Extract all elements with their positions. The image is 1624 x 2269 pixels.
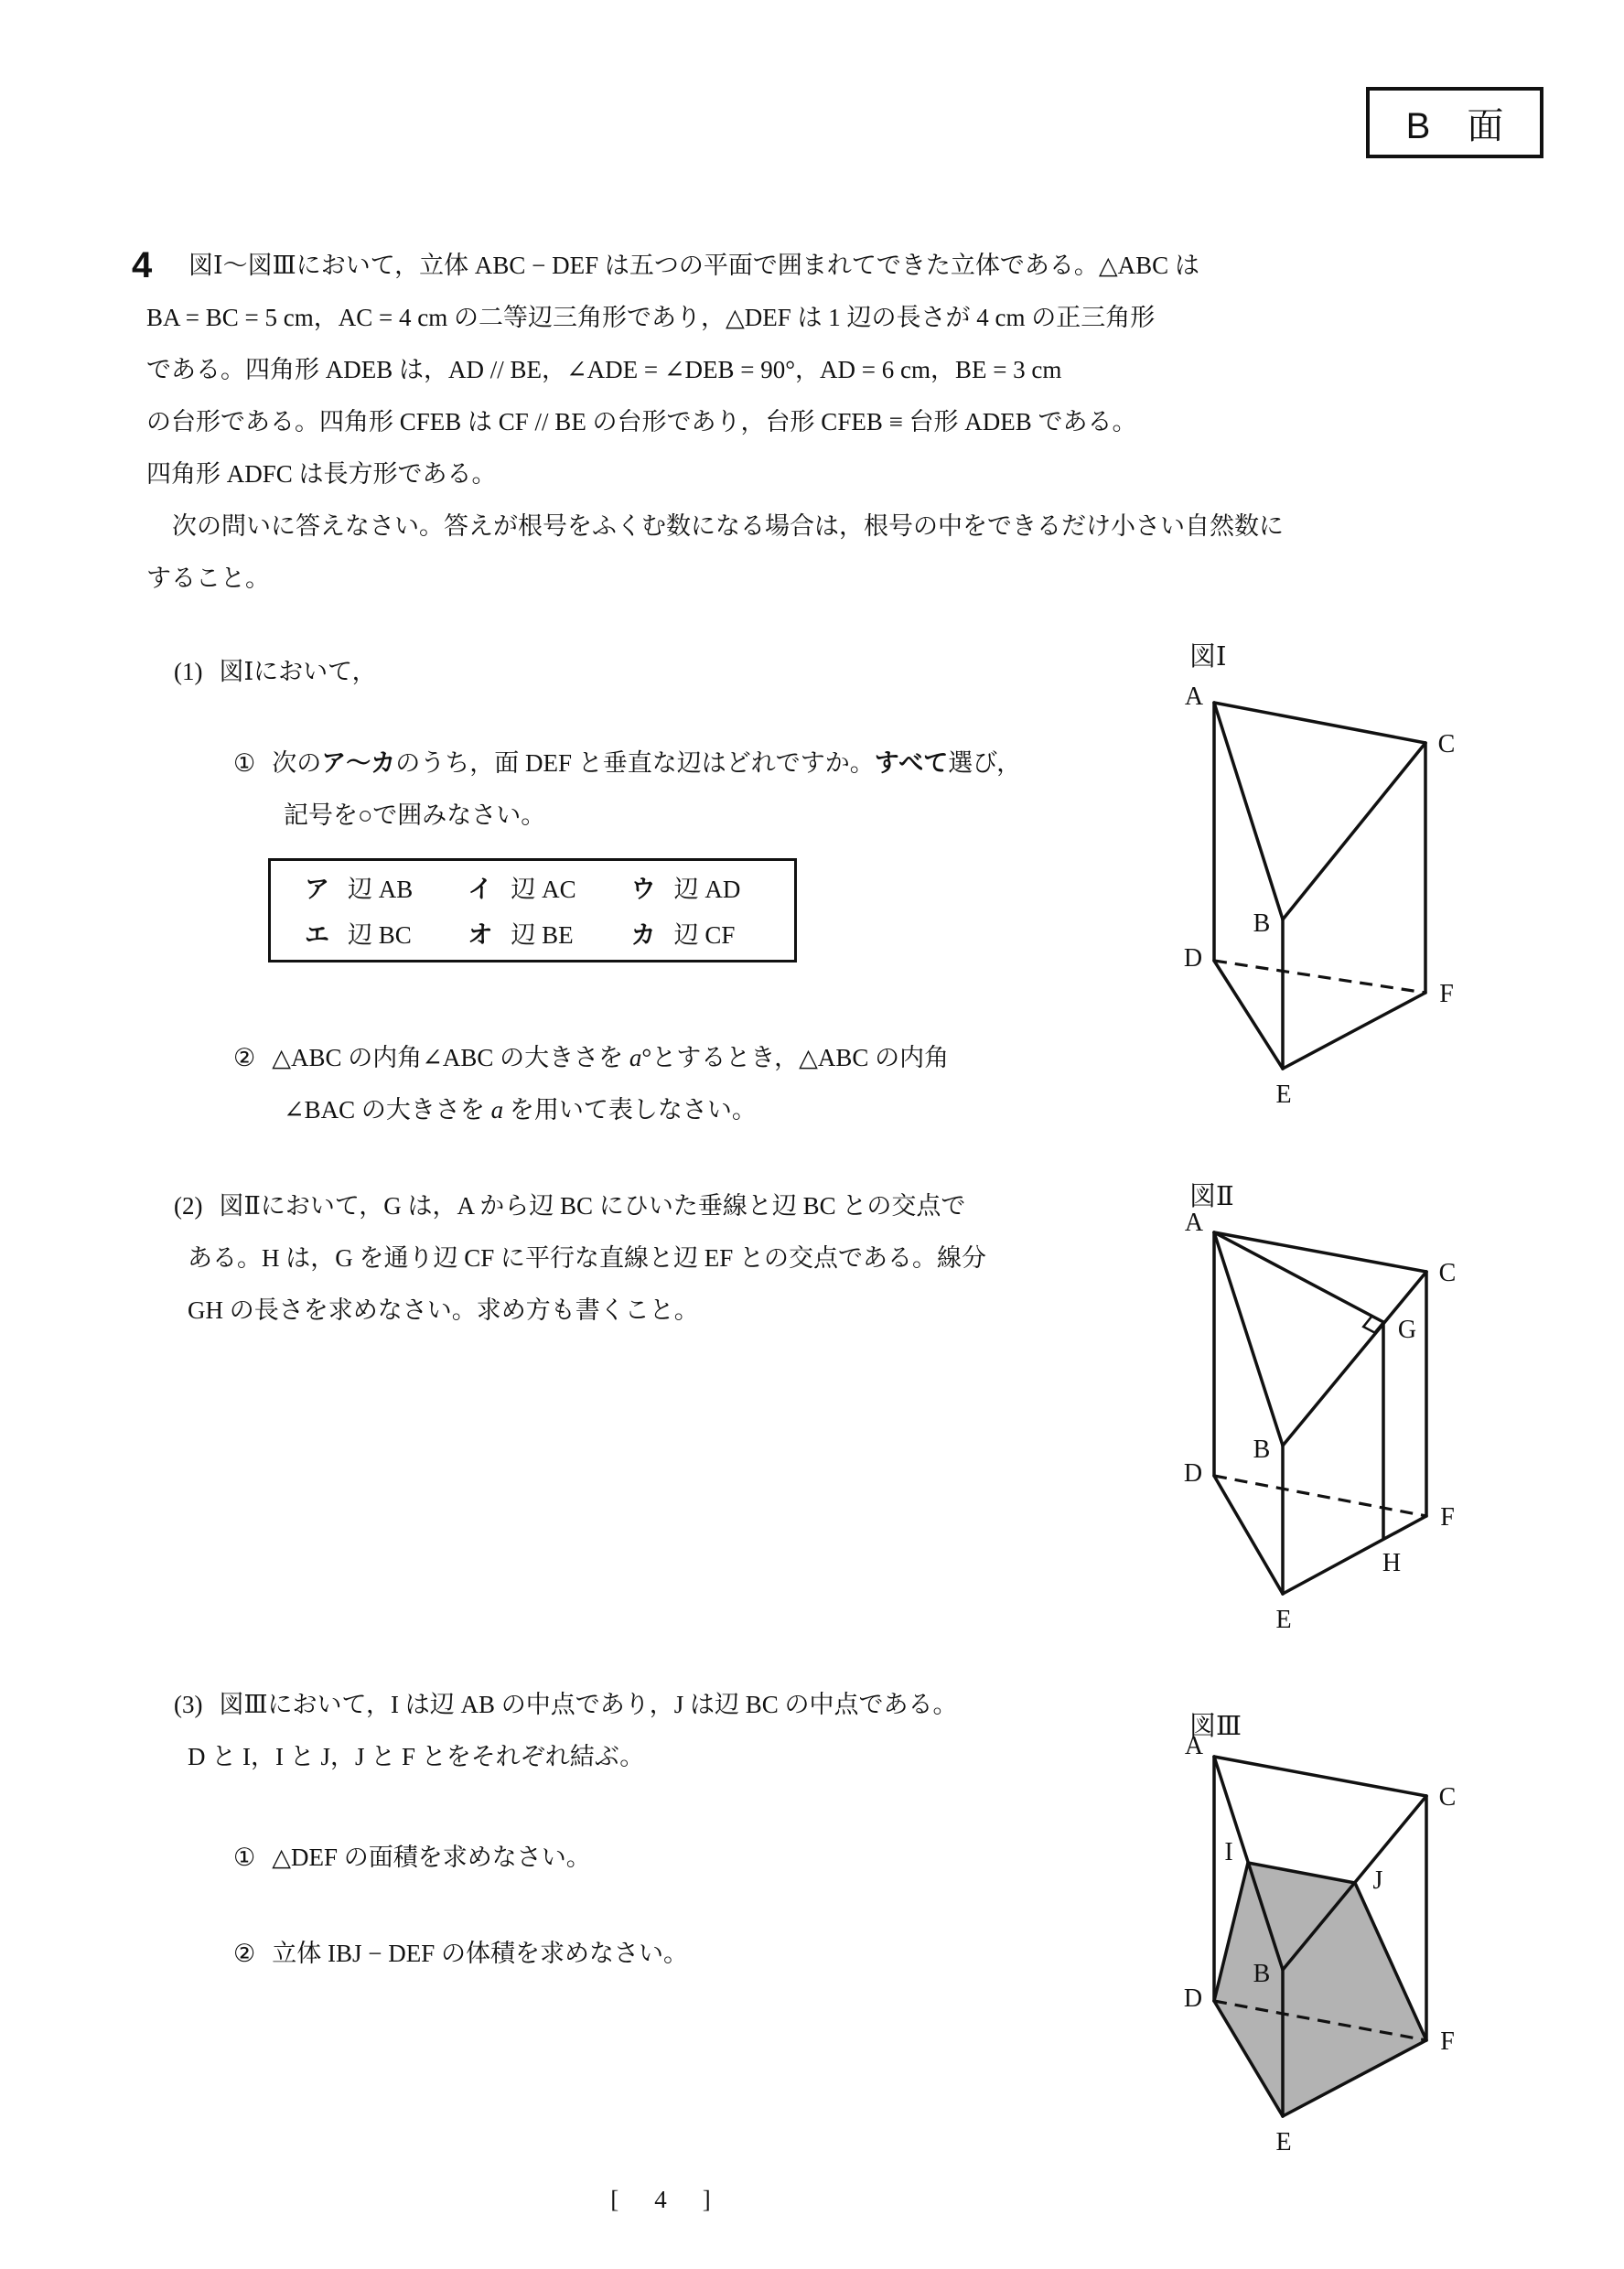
q1-item2-text: とするとき，△ABC の内角 [651, 1044, 950, 1071]
q3-block [174, 1679, 958, 1783]
q2-line1 [174, 1180, 986, 1232]
q2-label: (2) [174, 1192, 203, 1220]
fig3-vertex-label-F: F [1440, 2027, 1455, 2056]
math-var-a: a [629, 1044, 642, 1071]
q1-item2-text: ∠BAC の大きさを [284, 1096, 491, 1124]
side-label-box [1366, 87, 1543, 158]
fig3-vertex-label-C: C [1438, 1783, 1457, 1812]
option-e [305, 912, 468, 958]
fig1-vertex-label-B: B [1253, 909, 1271, 938]
fig3-vertex-label-B: B [1253, 1960, 1271, 1988]
q1-item1-bold-range: ア～カ [321, 749, 396, 777]
fig2-edge-DE [1214, 1476, 1283, 1594]
fig1-edge-DF-dashed [1214, 961, 1425, 993]
fig3-shaded-region [1214, 1863, 1426, 2116]
q1-item2-line2 [284, 1090, 757, 1131]
intro-line: の台形である。四角形 CFEB は CF // BE の台形であり，台形 CFEB ≡ 台形 ADEB である。 [146, 408, 1137, 436]
fig3-point-label-J: J [1372, 1866, 1383, 1895]
problem-intro [146, 240, 1519, 605]
q3-item1-text: △DEF の面積を求めなさい。 [272, 1844, 591, 1871]
fig3-vertex-label-A: A [1184, 1732, 1204, 1760]
fig2-title: 図Ⅱ [1189, 1182, 1234, 1211]
fig1-edge-AC [1214, 703, 1425, 743]
q1-item2-line1 [233, 1038, 949, 1079]
option-ka [631, 912, 794, 958]
fig2-point-label-G: G [1397, 1316, 1417, 1344]
fig1-title: 図Ⅰ [1189, 642, 1227, 672]
option-ka-key: カ [630, 921, 656, 949]
side-label: B 面 [1405, 105, 1504, 146]
option-a-label: 辺 AB [348, 876, 414, 903]
q2-block [174, 1180, 986, 1337]
option-u-label: 辺 AD [673, 876, 741, 903]
fig2-edge-DF-dashed [1214, 1476, 1426, 1516]
fig1-vertex-label-E: E [1275, 1081, 1292, 1109]
fig2-edge-AC [1214, 1232, 1426, 1272]
intro-line: BA = BC = 5 cm，AC = 4 cm の二等辺三角形であり，△DEF は 1 辺の長さが 4 cm の正三角形 [146, 304, 1156, 331]
q3-item2-label: ② [233, 1940, 256, 1967]
q1-item2-text: を用いて表しなさい。 [503, 1096, 757, 1124]
fig2-vertex-label-E: E [1275, 1606, 1292, 1634]
q1-item1-label: ① [233, 749, 256, 777]
q3-item2 [233, 1933, 688, 1974]
fig2-edge-BC [1283, 1272, 1426, 1446]
fig1-edge-BC [1283, 743, 1425, 919]
options-row-2 [305, 912, 794, 958]
fig1-edge-AB [1214, 703, 1283, 919]
q1-label: (1) [174, 658, 203, 685]
options-box [268, 858, 797, 962]
fig2-vertex-label-C: C [1438, 1259, 1457, 1287]
option-i-key: イ [468, 876, 493, 903]
option-a-key: ア [305, 876, 329, 903]
option-o-key: オ [468, 921, 493, 949]
fig1-vertex-label-D: D [1183, 944, 1203, 973]
q1-item2-label: ② [233, 1044, 256, 1071]
figure-1 [1171, 677, 1482, 1116]
math-var-a: a [490, 1096, 504, 1124]
option-u [631, 866, 794, 912]
q1-item1-text: 選び， [948, 749, 1022, 777]
q2-text: 図Ⅱにおいて，G は，A から辺 BC にひいた垂線と辺 BC との交点で [219, 1192, 966, 1220]
fig1-vertex-label-F: F [1439, 980, 1454, 1008]
q3-line2: D と I，I と J，J と F とをそれぞれ結ぶ。 [188, 1743, 645, 1770]
q1-heading-text: 図Ⅰにおいて， [219, 658, 377, 685]
q1-item1-text: 次の [272, 749, 322, 777]
fig1-vertex-label-C: C [1437, 730, 1456, 758]
note-line: すること。 [146, 565, 270, 592]
fig2-point-label-H: H [1382, 1549, 1402, 1577]
q1-item1-line2: 記号を○で囲みなさい。 [284, 801, 546, 829]
option-u-key: ウ [630, 876, 656, 903]
fig2-edge-EF [1283, 1516, 1426, 1594]
fig2-vertex-label-D: D [1183, 1459, 1203, 1488]
option-i [468, 866, 630, 912]
fig3-vertex-label-D: D [1183, 1984, 1203, 2013]
figure-2 [1171, 1208, 1482, 1647]
degree-sign: ° [641, 1044, 652, 1071]
intro-line: 図Ⅰ～図Ⅲにおいて，立体 ABC − DEF は五つの平面で囲まれてできた立体である。△ABC は [188, 252, 1199, 279]
fig1-edge-EF [1283, 993, 1425, 1069]
q2-line3: GH の長さを求めなさい。求め方も書くこと。 [188, 1296, 699, 1324]
q3-item2-text: 立体 IBJ − DEF の体積を求めなさい。 [272, 1940, 688, 1967]
q3-text: 図Ⅲにおいて，I は辺 AB の中点であり，J は辺 BC の中点である。 [219, 1691, 958, 1718]
option-i-label: 辺 AC [511, 876, 576, 903]
intro-line: 四角形 ADFC は長方形である。 [146, 460, 497, 488]
q3-label: (3) [174, 1691, 203, 1718]
intro-line: である。四角形 ADEB は，AD // BE，∠ADE = ∠DEB = 90°，AD = 6 cm，BE = 3 cm [146, 356, 1062, 383]
q1-item1-line1 [233, 743, 1021, 784]
fig2-vertex-label-A: A [1184, 1209, 1204, 1237]
q3-item1 [233, 1837, 591, 1878]
q1-item1-text: のうち，面 DEF と垂直な辺はどれですか。 [395, 749, 875, 777]
figure-3 [1171, 1729, 1482, 2178]
fig1-edge-DE [1214, 961, 1283, 1069]
fig3-vertex-label-E: E [1275, 2128, 1292, 2156]
option-a [305, 866, 468, 912]
option-o-label: 辺 BE [511, 921, 574, 949]
q3-item1-label: ① [233, 1844, 256, 1871]
fig2-vertex-label-B: B [1253, 1436, 1271, 1464]
fig3-edge-AC [1214, 1757, 1426, 1796]
fig3-title: 図Ⅲ [1189, 1712, 1242, 1741]
fig2-vertex-label-F: F [1440, 1503, 1455, 1532]
option-ka-label: 辺 CF [673, 921, 736, 949]
q3-line1 [174, 1679, 958, 1731]
fig3-point-label-I: I [1224, 1838, 1233, 1866]
options-row-1 [305, 866, 794, 912]
note-line: 次の問いに答えなさい。答えが根号をふくむ数になる場合は，根号の中をできるだけ小さい自然数に [172, 512, 1284, 540]
problem-number: 4 [132, 245, 153, 285]
q1-item2-text: △ABC の内角∠ABC の大きさを [272, 1044, 629, 1071]
page-number: [ 4 ] [610, 2186, 716, 2213]
q2-line2: ある。H は，G を通り辺 CF に平行な直線と辺 EF との交点である。線分 [188, 1244, 987, 1272]
option-e-label: 辺 BC [348, 921, 412, 949]
option-e-key: エ [305, 921, 329, 949]
q1-item1-bold-all: すべて [874, 749, 949, 777]
fig1-vertex-label-A: A [1184, 683, 1204, 711]
q1-heading [174, 651, 377, 693]
option-o [468, 912, 630, 958]
